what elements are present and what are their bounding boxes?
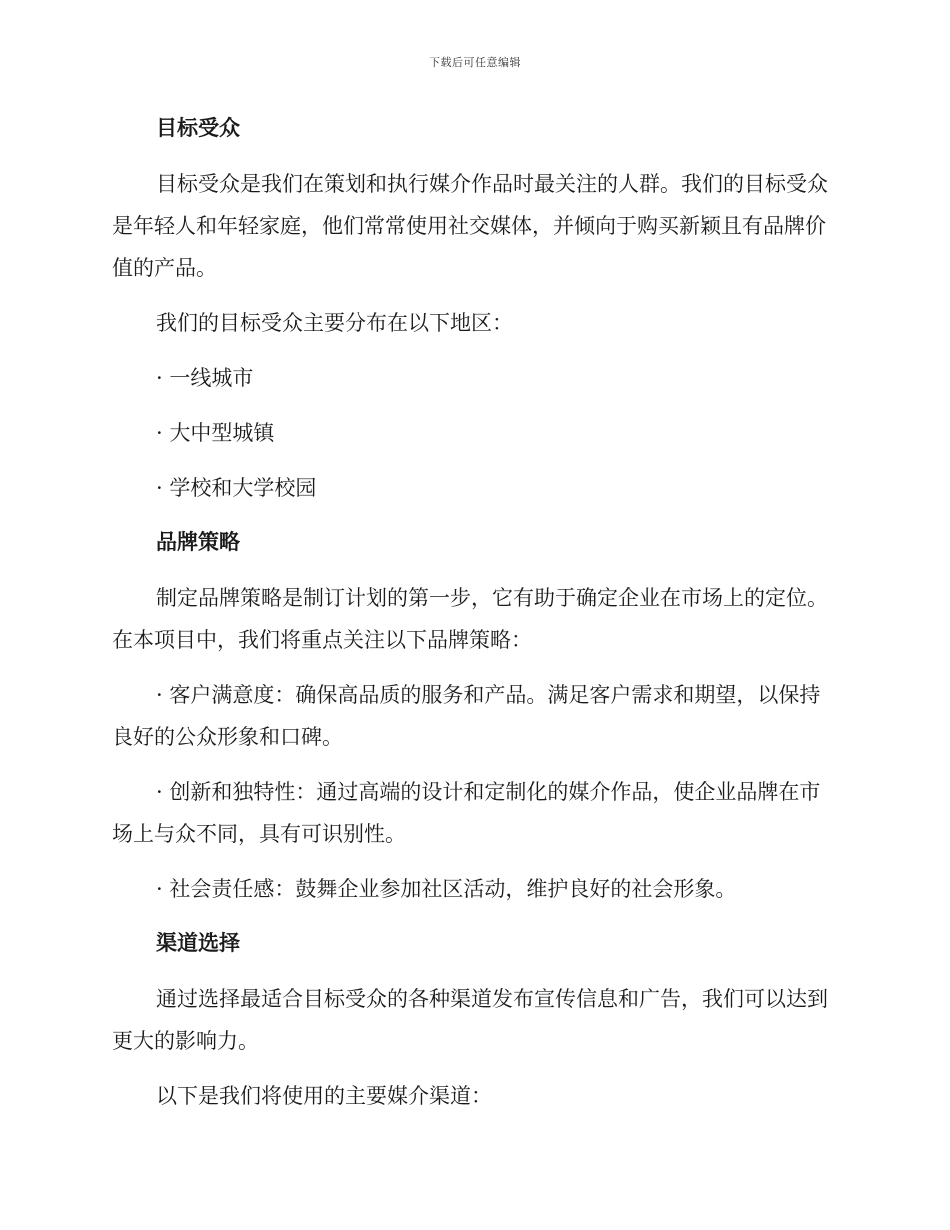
audience-list-item: · 大中型城镇 [156, 421, 275, 445]
channels-paragraph-1: 通过选择最适合目标受众的各种渠道发布宣传信息和广告，我们可以达到更大的影响力。 [112, 987, 828, 1053]
brand-list-item: · 创新和独特性：通过高端的设计和定制化的媒介作品，使企业品牌在市场上与众不同，具有可识别性。 [112, 780, 821, 846]
section-title-channels: 渠道选择 [156, 931, 240, 955]
document-body [112, 108, 832, 1130]
brand-list-item: · 社会责任感：鼓舞企业参加社区活动，维护良好的社会形象。 [156, 877, 737, 901]
audience-list-item: · 一线城市 [156, 366, 254, 390]
channels-paragraph-2: 以下是我们将使用的主要媒介渠道： [156, 1084, 492, 1108]
audience-paragraph-2: 我们的目标受众主要分布在以下地区： [156, 311, 513, 335]
brand-list-item: · 客户满意度：确保高品质的服务和产品。满足客户需求和期望，以保持良好的公众形象和口碑。 [112, 683, 821, 749]
page-header: 下载后可任意编辑 [429, 56, 521, 69]
section-title-audience: 目标受众 [156, 116, 240, 140]
section-title-brand: 品牌策略 [156, 530, 240, 554]
audience-list-item: · 学校和大学校园 [156, 476, 317, 500]
audience-paragraph-1: 目标受众是我们在策划和执行媒介作品时最关注的人群。我们的目标受众是年轻人和年轻家庭，他们常常使用社交媒体，并倾向于购买新颖且有品牌价值的产品。 [112, 172, 828, 280]
brand-paragraph-1: 制定品牌策略是制订计划的第一步，它有助于确定企业在市场上的定位。在本项目中，我们将重点关注以下品牌策略： [112, 586, 828, 652]
